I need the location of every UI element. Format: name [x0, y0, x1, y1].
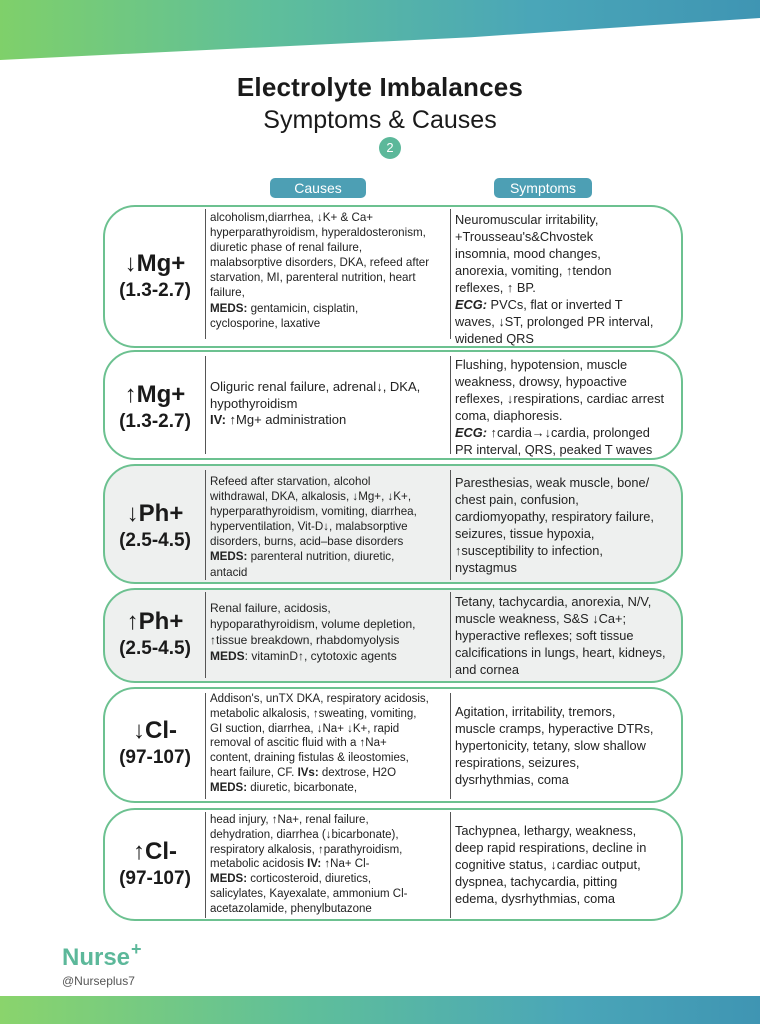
divider — [450, 592, 451, 678]
causes-text — [210, 692, 448, 796]
symptoms-line: reflexes, ↑ BP. — [455, 280, 536, 295]
symptoms-line: hypertonicity, tetany, slow shallow — [455, 738, 646, 753]
symptoms-line: muscle weakness, S&S ↓Ca+; — [455, 611, 627, 626]
causes-line: Renal failure, acidosis, — [210, 601, 331, 615]
ion-label — [105, 607, 205, 661]
meds-text: salicylates, Kayexalate, ammonium Cl- — [210, 887, 408, 900]
divider — [205, 812, 206, 918]
ecg-text: ↑cardia→↓cardia, prolonged — [487, 425, 650, 440]
causes-line: content, draining fistulas & ileostomies, — [210, 752, 409, 765]
causes-line: starvation, MI, parenteral nutrition, heart — [210, 271, 416, 285]
causes-line: failure, — [210, 286, 245, 300]
symptoms-line: seizures, tissue hypoxia, — [455, 526, 595, 541]
symptoms-text — [455, 822, 680, 907]
row-low-chloride — [103, 687, 683, 803]
logo-plus: + — [131, 939, 142, 959]
symptoms-column-header: Symptoms — [494, 178, 592, 198]
divider — [450, 693, 451, 799]
symptoms-line: chest pain, confusion, — [455, 492, 579, 507]
causes-line: metabolic alkalosis, ↑sweating, vomiting, — [210, 707, 417, 720]
iv-text: ↑Mg+ administration — [225, 412, 347, 427]
meds-text: parenteral nutrition, diuretic, — [247, 550, 395, 564]
meds-label: MEDS: — [210, 550, 248, 564]
symptoms-line: anorexia, vomiting, ↑tendon — [455, 263, 612, 278]
symptoms-line: Agitation, irritability, tremors, — [455, 704, 616, 719]
divider — [205, 693, 206, 799]
row-high-phosphorus — [103, 588, 683, 683]
symptoms-line: and cornea — [455, 662, 520, 677]
iv-line — [210, 412, 448, 429]
causes-line: hypoparathyroidism, volume depletion, — [210, 617, 416, 631]
causes-tail: heart failure, CF. — [210, 766, 295, 779]
nurseplus-logo — [62, 939, 142, 972]
ion-name: ↑Ph+ — [126, 608, 184, 635]
meds-text: : vitaminD↑, cytotoxic agents — [244, 649, 397, 663]
causes-line: hypothyroidism — [210, 395, 298, 411]
ion-label — [105, 716, 205, 770]
causes-line: alcoholism,diarrhea, ↓K+ & Ca+ — [210, 211, 374, 224]
meds-text: acetazolamide, phenylbutazone — [210, 902, 372, 915]
causes-text — [210, 813, 448, 917]
symptoms-line: weakness, drowsy, hypoactive — [455, 374, 627, 389]
divider — [205, 592, 206, 678]
symptoms-text — [455, 593, 680, 678]
iv-label: IV: — [303, 858, 322, 871]
meds-label: MEDS — [210, 649, 245, 663]
ivs-label: IVs: — [294, 766, 319, 779]
row-low-phosphorus — [103, 464, 683, 584]
symptoms-line: muscle cramps, hyperactive DTRs, — [455, 721, 654, 736]
ion-range: (97-107) — [119, 747, 191, 768]
symptoms-line: reflexes, ↓respirations, cardiac arrest — [455, 391, 665, 406]
causes-column-header: Causes — [270, 178, 366, 198]
iv-line — [210, 857, 448, 872]
ion-range: (97-107) — [119, 868, 191, 889]
symptoms-line: Tetany, tachycardia, anorexia, N/V, — [455, 594, 652, 609]
symptoms-line: Tachypnea, lethargy, weakness, — [455, 823, 637, 838]
ecg-text: PR interval, QRS, peaked T waves — [455, 442, 653, 457]
top-gradient-bar — [0, 0, 760, 60]
iv-text: ↑Na+ Cl- — [321, 858, 370, 871]
causes-line: Addison's, unTX DKA, respiratory acidosis, — [210, 693, 429, 705]
symptoms-line: +Trousseau's&Chvostek — [455, 229, 594, 244]
causes-line: dehydration, diarrhea (↓bicarbonate), — [210, 828, 399, 841]
ion-name: ↓Ph+ — [126, 500, 184, 527]
causes-tail: metabolic acidosis — [210, 858, 304, 871]
meds-line — [210, 301, 448, 316]
page-number-badge: 2 — [379, 137, 401, 159]
ion-label — [105, 380, 205, 434]
ecg-label: ECG: — [455, 425, 487, 440]
symptoms-line: Neuromuscular irritability, — [455, 212, 599, 227]
divider — [205, 209, 206, 339]
symptoms-text — [455, 474, 680, 576]
social-handle: @Nurseplus7 — [62, 974, 135, 988]
symptoms-line: cognitive status, ↓cardiac output, — [455, 857, 641, 872]
causes-text — [210, 379, 448, 429]
causes-line: diuretic phase of renal failure, — [210, 241, 363, 255]
divider — [205, 356, 206, 454]
meds-label: MEDS: — [210, 873, 248, 886]
ivs-text: dextrose, H2O — [318, 766, 397, 779]
symptoms-text — [455, 356, 680, 458]
causes-line: hyperparathyroidism, vomiting, diarrhea, — [210, 505, 417, 519]
row-high-magnesium — [103, 350, 683, 460]
ivs-line — [210, 766, 448, 781]
ion-range: (1.3-2.7) — [119, 411, 191, 432]
causes-line: respiratory alkalosis, ↑parathyroidism, — [210, 843, 403, 856]
meds-text: antacid — [210, 565, 248, 579]
symptoms-line: hyperactive reflexes; soft tissue — [455, 628, 634, 643]
ion-name: ↓Cl- — [133, 717, 177, 744]
causes-line: malabsorptive disorders, DKA, refeed after — [210, 256, 430, 270]
symptoms-line: respirations, seizures, — [455, 755, 580, 770]
causes-line: hyperparathyroidism, hyperaldosteronism, — [210, 226, 426, 240]
symptoms-line: ↑susceptibility to infection, — [455, 543, 603, 558]
meds-text: gentamicin, cisplatin, — [247, 301, 359, 315]
symptoms-line: edema, dysrhythmias, coma — [455, 891, 616, 906]
ecg-line — [455, 296, 680, 313]
meds-text: diuretic, bicarbonate, — [247, 781, 358, 794]
meds-line — [210, 549, 448, 564]
causes-line: Refeed after starvation, alcohol — [210, 475, 371, 488]
causes-text — [210, 474, 448, 580]
symptoms-line: calcifications in lungs, heart, kidneys, — [455, 645, 666, 660]
ion-name: ↑Mg+ — [124, 381, 186, 408]
symptoms-text — [455, 703, 680, 788]
causes-line: Oliguric renal failure, adrenal↓, DKA, — [210, 379, 421, 394]
causes-line: disorders, burns, acid–base disorders — [210, 535, 404, 549]
symptoms-line: deep rapid respirations, decline in — [455, 840, 647, 855]
meds-text: corticosteroid, diuretics, — [247, 873, 372, 886]
page-subtitle: Symptoms & Causes — [263, 106, 497, 134]
causes-text — [210, 600, 448, 664]
divider — [205, 470, 206, 580]
ecg-label: ECG: — [455, 297, 487, 312]
symptoms-line: insomnia, mood changes, — [455, 246, 601, 261]
meds-line — [210, 872, 448, 887]
symptoms-line: dyspnea, tachycardia, pitting — [455, 874, 618, 889]
ion-range: (2.5-4.5) — [119, 638, 191, 659]
causes-line: GI suction, diarrhea, ↓Na+ ↓K+, rapid — [210, 722, 400, 735]
meds-label: MEDS: — [210, 301, 248, 315]
ion-label — [105, 837, 205, 891]
divider — [450, 470, 451, 580]
meds-line — [210, 781, 448, 796]
causes-line: removal of ascitic fluid with a ↑Na+ — [210, 737, 387, 750]
symptoms-line: dysrhythmias, coma — [455, 772, 569, 787]
symptoms-line: coma, diaphoresis. — [455, 408, 563, 423]
iv-label: IV: — [210, 412, 226, 427]
ecg-text: widened QRS — [455, 331, 534, 346]
symptoms-line: Flushing, hypotension, muscle — [455, 357, 628, 372]
ion-range: (1.3-2.7) — [119, 280, 191, 301]
ecg-line — [455, 424, 680, 441]
bottom-gradient-bar — [0, 996, 760, 1024]
ion-range: (2.5-4.5) — [119, 530, 191, 551]
divider — [450, 356, 451, 454]
ion-label — [105, 249, 205, 303]
ecg-text: waves, ↓ST, prolonged PR interval, — [455, 314, 654, 329]
symptoms-line: Paresthesias, weak muscle, bone/ — [455, 475, 650, 490]
ion-name: ↑Cl- — [133, 838, 177, 865]
symptoms-line: cardiomyopathy, respiratory failure, — [455, 509, 654, 524]
meds-label: MEDS: — [210, 781, 248, 794]
causes-text — [210, 210, 448, 331]
divider — [450, 209, 451, 339]
row-high-chloride — [103, 808, 683, 921]
causes-line: withdrawal, DKA, alkalosis, ↓Mg+, ↓K+, — [210, 490, 412, 504]
ecg-text: PVCs, flat or inverted T — [487, 297, 623, 312]
causes-line: head injury, ↑Na+, renal failure, — [210, 814, 369, 826]
ion-name: ↓Mg+ — [124, 250, 186, 277]
divider — [450, 812, 451, 918]
ion-label — [105, 499, 205, 553]
meds-line — [210, 648, 448, 664]
page-title: Electrolyte Imbalances — [236, 72, 524, 102]
meds-text: cyclosporine, laxative — [210, 316, 321, 330]
row-low-magnesium — [103, 205, 683, 348]
causes-line: ↑tissue breakdown, rhabdomyolysis — [210, 633, 400, 647]
symptoms-line: nystagmus — [455, 560, 517, 575]
logo-text: Nurse — [62, 944, 131, 971]
symptoms-text — [455, 211, 680, 347]
causes-line: hyperventilation, Vit-D↓, malabsorptive — [210, 520, 408, 534]
